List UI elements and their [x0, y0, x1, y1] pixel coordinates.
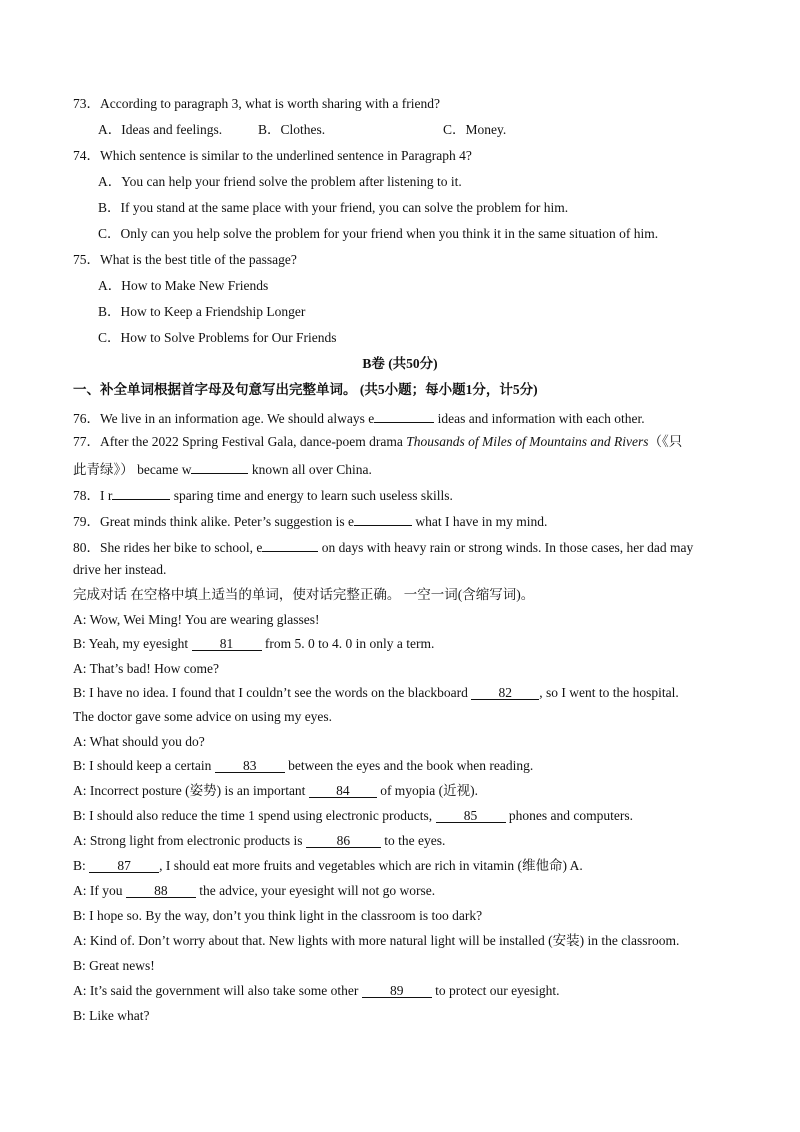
dialogue-line-17: B: Like what? [73, 1008, 150, 1023]
dialogue-line-8-before: A: Incorrect posture (姿势) is an important [73, 783, 309, 798]
q76-blank[interactable] [374, 408, 434, 423]
dialogue-line-12-after: the advice, your eyesight will not go worse. [195, 883, 436, 898]
question-76 [73, 408, 645, 427]
q79-text-after: what I have in my mind. [411, 514, 548, 529]
dialogue-line-11 [73, 858, 583, 874]
blank-82[interactable]: 82 [471, 685, 539, 700]
dialogue-line-7-after: between the eyes and the book when reading. [284, 758, 534, 773]
dialogue-line-3: A: That’s bad! How come? [73, 661, 219, 676]
dialogue-line-5: The doctor gave some advice on using my eyes. [73, 709, 333, 724]
question-80 [73, 537, 693, 556]
dialogue-line-1: A: Wow, Wei Ming! You are wearing glasses! [73, 612, 320, 627]
question-78 [73, 485, 453, 504]
q77-text-before: 77．After the 2022 Spring Festival Gala, dance-poem drama [73, 434, 407, 449]
dialogue-line-11-before: B: [73, 858, 90, 873]
dialogue-line-8-after: of myopia (近视). [376, 783, 479, 798]
q78-text-before: 78．I r [73, 488, 113, 503]
blank-86[interactable]: 86 [306, 833, 381, 848]
question-74-stem: 74．Which sentence is similar to the underlined sentence in Paragraph 4? [73, 148, 472, 163]
blank-81[interactable]: 81 [192, 636, 262, 651]
dialogue-line-7 [73, 758, 533, 774]
q77-drama-title: Thousands of Miles of Mountains and Rivers [406, 434, 649, 449]
option-75-c: C．How to Solve Problems for Our Friends [98, 330, 337, 345]
part2-instruction: 完成对话 在空格中填上适当的单词，使对话完整正确。 一空一词(含缩写词)。 [73, 587, 535, 602]
q77-blank[interactable] [191, 459, 248, 474]
q80-blank[interactable] [262, 537, 318, 552]
dialogue-line-10-after: to the eyes. [380, 833, 446, 848]
option-74-c: C．Only can you help solve the problem for your friend when you think it in the same situation of him. [98, 226, 659, 241]
dialogue-line-9-before: B: I should also reduce the time 1 spend using electronic products, [73, 808, 436, 823]
section-b-title: B卷 (共50分) [362, 356, 438, 371]
dialogue-line-6: A: What should you do? [73, 734, 205, 749]
dialogue-line-4-after: , so I went to the hospital. [539, 685, 679, 700]
blank-89[interactable]: 89 [362, 983, 432, 998]
blank-83[interactable]: 83 [215, 758, 285, 773]
dialogue-line-9 [73, 808, 633, 824]
option-75-b: B．How to Keep a Friendship Longer [98, 304, 306, 319]
dialogue-line-10-before: A: Strong light from electronic products is [73, 833, 306, 848]
option-74-b: B．If you stand at the same place with your friend, you can solve the problem for him. [98, 200, 569, 215]
question-77-line2 [73, 459, 372, 478]
dialogue-line-12-before: A: If you [73, 883, 126, 898]
dialogue-line-7-before: B: I should keep a certain [73, 758, 215, 773]
question-75-stem: 75．What is the best title of the passage? [73, 252, 297, 267]
dialogue-line-16-before: A: It’s said the government will also take some other [73, 983, 362, 998]
part1-heading: 一、补全单词根据首字母及句意写出完整单词。 (共5小题；每小题1分，计5分) [73, 382, 538, 397]
blank-85[interactable]: 85 [436, 808, 506, 823]
dialogue-line-16 [73, 983, 560, 999]
blank-84[interactable]: 84 [309, 783, 377, 798]
blank-88[interactable]: 88 [126, 883, 196, 898]
dialogue-line-2-before: B: Yeah, my eyesight [73, 636, 192, 651]
dialogue-line-2-after: from 5. 0 to 4. 0 in only a term. [261, 636, 435, 651]
q78-text-after: sparing time and energy to learn such useless skills. [170, 488, 453, 503]
q77-line2-after: known all over China. [248, 462, 372, 477]
q80-text-before: 80．She rides her bike to school, e [73, 540, 263, 555]
option-73-a: A．Ideas and feelings. [98, 122, 223, 137]
question-79 [73, 511, 547, 530]
dialogue-line-2 [73, 636, 434, 652]
q76-text-after: ideas and information with each other. [434, 411, 645, 426]
option-75-a: A．How to Make New Friends [98, 278, 269, 293]
q76-text-before: 76．We live in an information age. We should always e [73, 411, 375, 426]
dialogue-line-14: A: Kind of. Don’t worry about that. New lights with more natural light will be installed (安装) in the classroom. [73, 933, 680, 948]
q80-text-after: on days with heavy rain or strong winds. In those cases, her dad may [318, 540, 694, 555]
question-80-line2: drive her instead. [73, 562, 167, 577]
q78-blank[interactable] [112, 485, 170, 500]
blank-87[interactable]: 87 [89, 858, 159, 873]
dialogue-line-11-after: , I should eat more fruits and vegetables which are rich in vitamin (维他命) A. [159, 858, 583, 873]
dialogue-line-4-before: B: I have no idea. I found that I couldn’t see the words on the blackboard [73, 685, 472, 700]
q79-text-before: 79．Great minds think alike. Peter’s suggestion is e [73, 514, 354, 529]
dialogue-line-10 [73, 833, 445, 849]
dialogue-line-9-after: phones and computers. [505, 808, 634, 823]
dialogue-line-8 [73, 783, 478, 799]
dialogue-line-12 [73, 883, 435, 899]
question-73-stem: 73．According to paragraph 3, what is worth sharing with a friend? [73, 96, 441, 111]
q77-line2-before: 此青绿》） became w [73, 462, 192, 477]
dialogue-line-13: B: I hope so. By the way, don’t you think light in the classroom is too dark? [73, 908, 483, 923]
option-74-a: A．You can help your friend solve the problem after listening to it. [98, 174, 462, 189]
dialogue-line-15: B: Great news! [73, 958, 155, 973]
question-77 [73, 434, 682, 450]
option-73-b: B．Clothes. [258, 122, 326, 137]
q79-blank[interactable] [354, 511, 412, 526]
q77-text-after: （《只 [648, 434, 683, 449]
option-73-c: C．Money. [443, 122, 507, 137]
dialogue-line-16-after: to protect our eyesight. [431, 983, 560, 998]
dialogue-line-4 [73, 685, 679, 701]
